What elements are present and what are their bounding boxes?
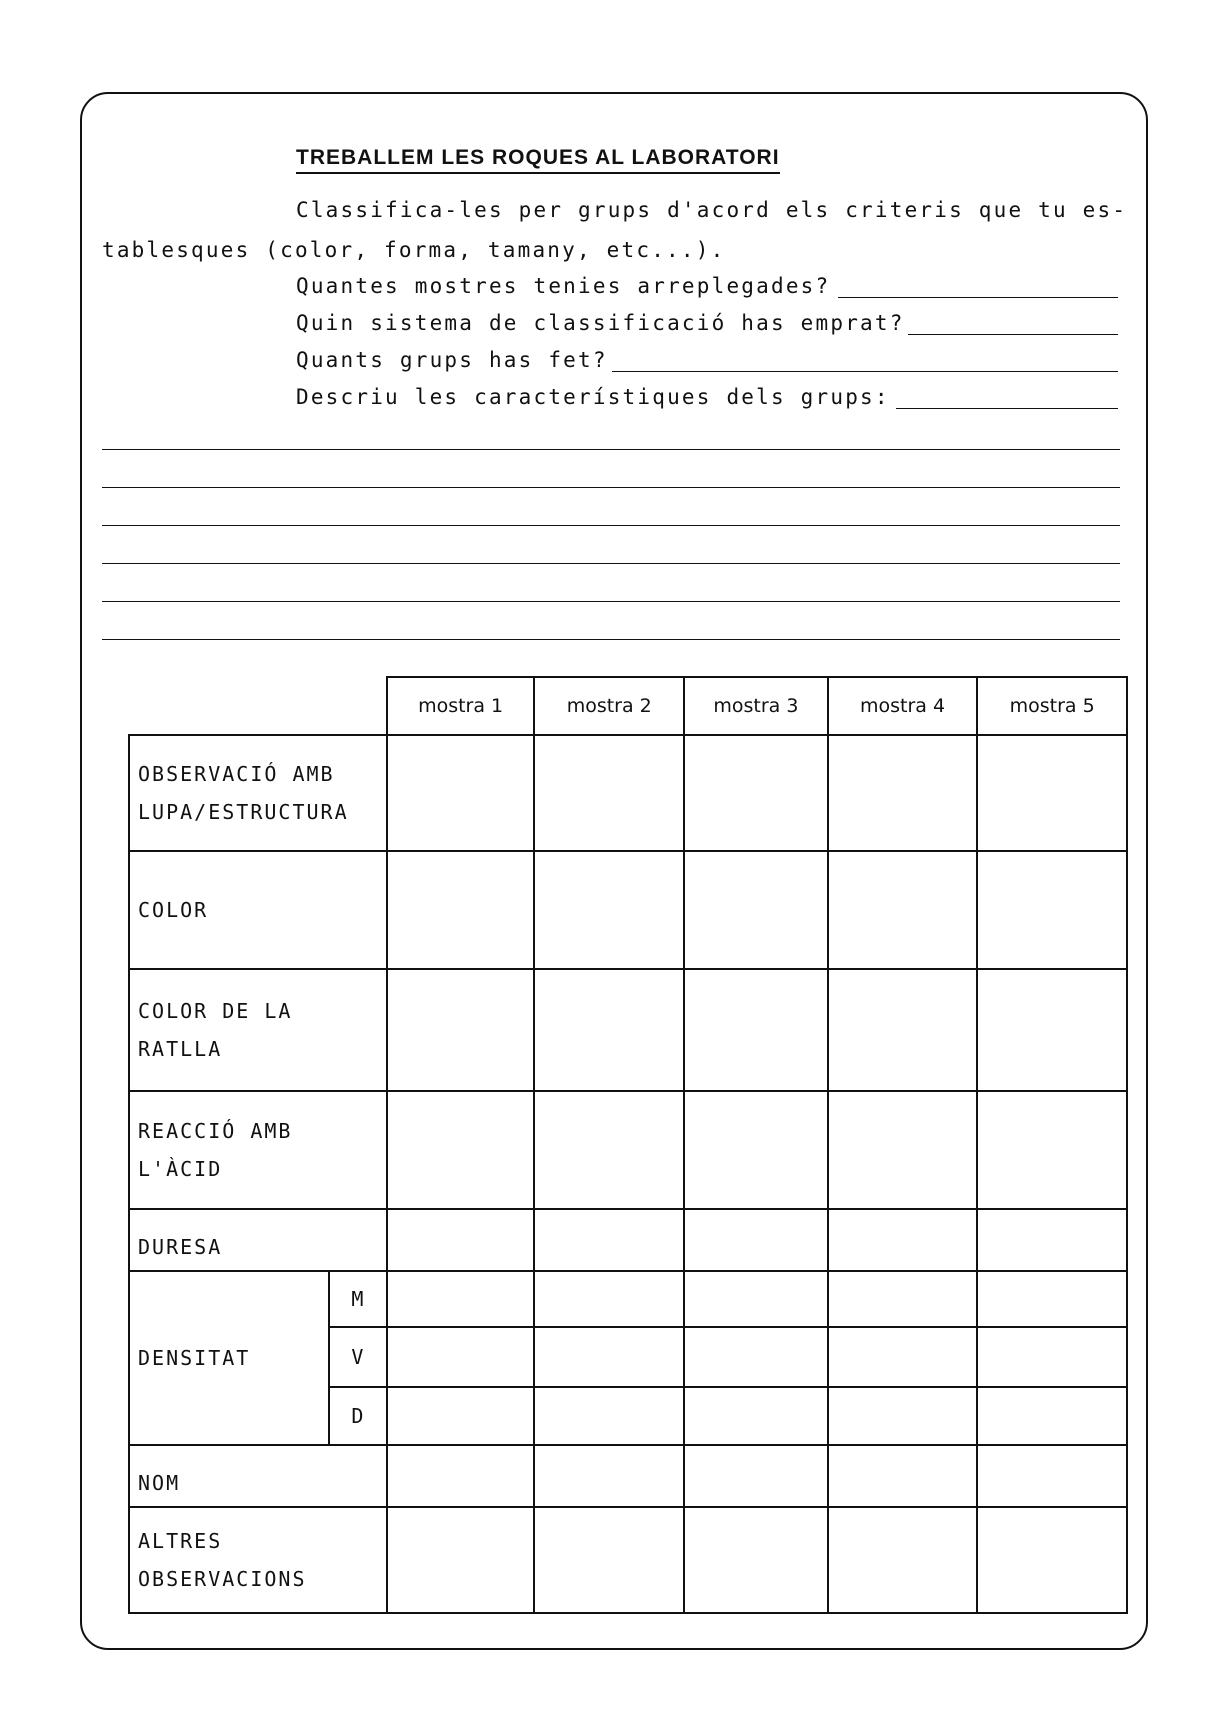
cell[interactable]	[684, 851, 828, 969]
cell[interactable]	[684, 1091, 828, 1209]
cell[interactable]	[534, 1091, 684, 1209]
cell[interactable]	[977, 1445, 1127, 1507]
cell[interactable]	[828, 1271, 978, 1327]
intro-line-1: Classifica-les per grups d'acord els criteris que tu es-	[296, 198, 1128, 222]
cell[interactable]	[977, 1271, 1127, 1327]
cell[interactable]	[977, 1387, 1127, 1445]
table-corner	[129, 677, 387, 735]
densitat-sub-d: D	[329, 1387, 387, 1445]
writing-line[interactable]	[102, 525, 1120, 526]
cell[interactable]	[387, 851, 535, 969]
row-label-ratlla: COLOR DE LA RATLLA	[129, 969, 387, 1091]
cell[interactable]	[828, 1327, 978, 1387]
answer-blank-describe[interactable]	[896, 408, 1118, 409]
cell[interactable]	[534, 969, 684, 1091]
answer-blank-system[interactable]	[908, 334, 1118, 335]
writing-line[interactable]	[102, 487, 1120, 488]
intro-line-2: tablesques (color, forma, tamany, etc...).	[102, 238, 726, 262]
cell[interactable]	[684, 1387, 828, 1445]
densitat-sub-v: V	[329, 1327, 387, 1387]
cell[interactable]	[977, 1327, 1127, 1387]
cell[interactable]	[684, 1445, 828, 1507]
cell[interactable]	[684, 1507, 828, 1613]
rock-observation-table	[128, 676, 1128, 1614]
cell[interactable]	[684, 735, 828, 851]
column-header-sample-4: mostra 4	[828, 677, 978, 735]
cell[interactable]	[534, 1445, 684, 1507]
densitat-sub-m: M	[329, 1271, 387, 1327]
cell[interactable]	[534, 1507, 684, 1613]
cell[interactable]	[387, 1209, 535, 1271]
cell[interactable]	[387, 1091, 535, 1209]
row-label-color: COLOR	[129, 851, 387, 969]
row-label-densitat: DENSITAT	[129, 1271, 329, 1445]
cell[interactable]	[828, 1091, 978, 1209]
cell[interactable]	[534, 851, 684, 969]
question-groups: Quants grups has fet?	[296, 348, 608, 372]
cell[interactable]	[684, 1271, 828, 1327]
cell[interactable]	[534, 1271, 684, 1327]
writing-line[interactable]	[102, 449, 1120, 450]
question-samples: Quantes mostres tenies arreplegades?	[296, 274, 831, 298]
cell[interactable]	[684, 1327, 828, 1387]
cell[interactable]	[387, 1327, 535, 1387]
cell[interactable]	[828, 851, 978, 969]
cell[interactable]	[977, 1091, 1127, 1209]
cell[interactable]	[534, 1327, 684, 1387]
cell[interactable]	[828, 969, 978, 1091]
cell[interactable]	[828, 1209, 978, 1271]
cell[interactable]	[828, 735, 978, 851]
cell[interactable]	[534, 1387, 684, 1445]
cell[interactable]	[684, 969, 828, 1091]
cell[interactable]	[977, 735, 1127, 851]
cell[interactable]	[387, 969, 535, 1091]
cell[interactable]	[387, 1507, 535, 1613]
row-label-duresa: DURESA	[129, 1209, 387, 1271]
row-label-nom: NOM	[129, 1445, 387, 1507]
writing-line[interactable]	[102, 639, 1120, 640]
cell[interactable]	[977, 1209, 1127, 1271]
cell[interactable]	[828, 1445, 978, 1507]
writing-line[interactable]	[102, 601, 1120, 602]
column-header-sample-2: mostra 2	[534, 677, 684, 735]
cell[interactable]	[828, 1507, 978, 1613]
cell[interactable]	[977, 969, 1127, 1091]
column-header-sample-1: mostra 1	[387, 677, 535, 735]
cell[interactable]	[977, 1507, 1127, 1613]
cell[interactable]	[828, 1387, 978, 1445]
cell[interactable]	[684, 1209, 828, 1271]
worksheet-title: TREBALLEM LES ROQUES AL LABORATORI	[296, 146, 780, 174]
cell[interactable]	[534, 735, 684, 851]
cell[interactable]	[977, 851, 1127, 969]
column-header-sample-3: mostra 3	[684, 677, 828, 735]
cell[interactable]	[387, 1445, 535, 1507]
cell[interactable]	[387, 1387, 535, 1445]
question-describe: Descriu les característiques dels grups:	[296, 385, 890, 409]
column-header-sample-5: mostra 5	[977, 677, 1127, 735]
answer-blank-samples[interactable]	[838, 297, 1118, 298]
row-label-observacio: OBSERVACIÓ AMB LUPA/ESTRUCTURA	[129, 735, 387, 851]
cell[interactable]	[534, 1209, 684, 1271]
cell[interactable]	[387, 1271, 535, 1327]
answer-blank-groups[interactable]	[612, 371, 1118, 372]
row-label-altres: ALTRES OBSERVACIONS	[129, 1507, 387, 1613]
row-label-reaccio: REACCIÓ AMB L'ÀCID	[129, 1091, 387, 1209]
question-system: Quin sistema de classificació has emprat?	[296, 311, 905, 335]
writing-line[interactable]	[102, 563, 1120, 564]
cell[interactable]	[387, 735, 535, 851]
